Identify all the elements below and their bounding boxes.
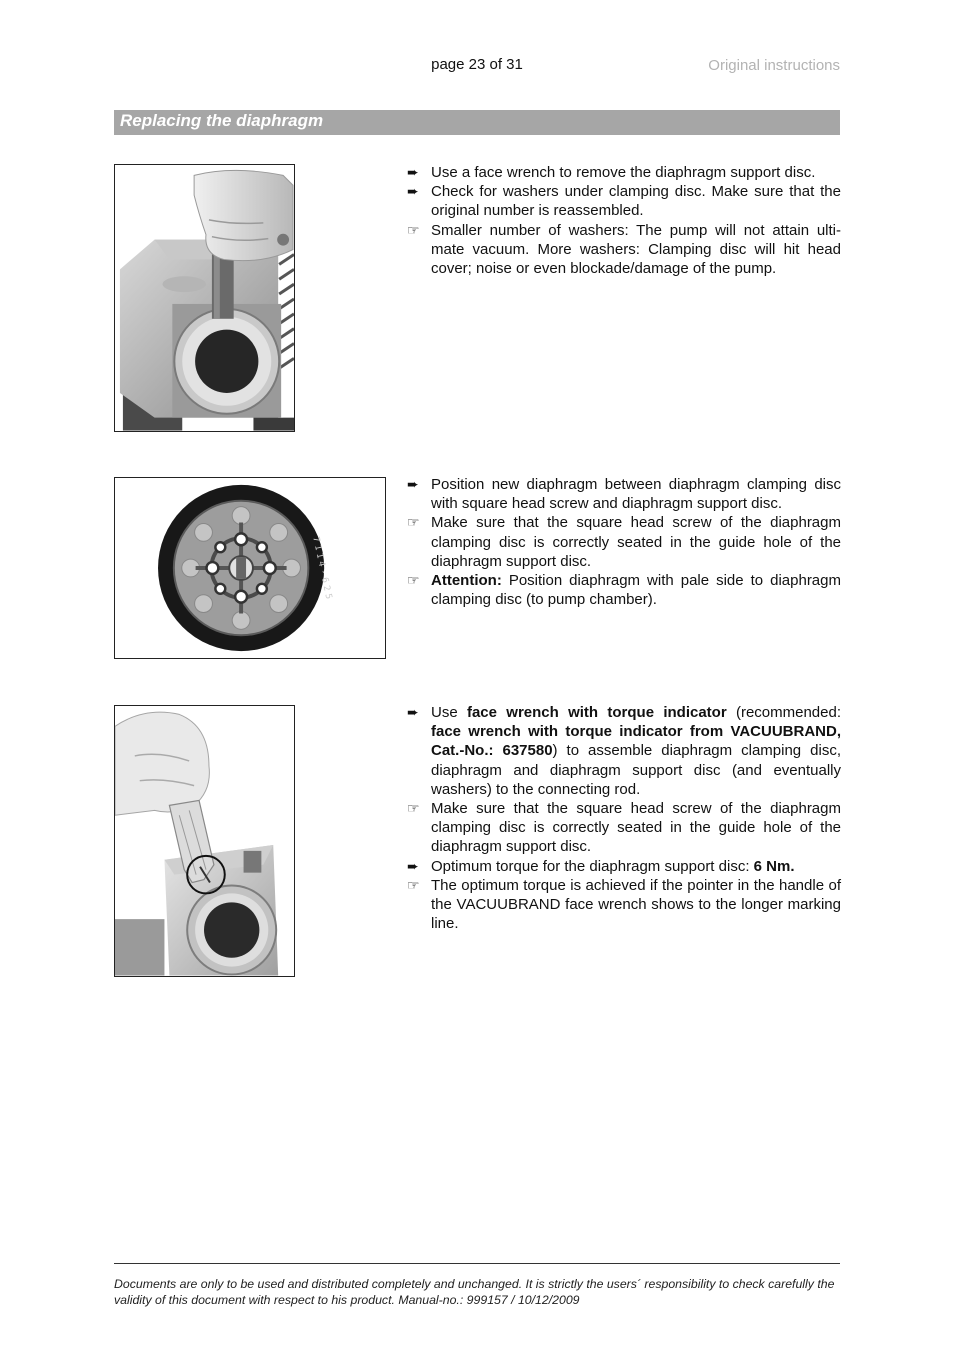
arrow-icon: ➨	[407, 164, 419, 180]
note-text: The optimum torque is achieved if the pointer in the handle of the VACUUBRAND face wrench shows to the longer marking line.	[431, 876, 841, 933]
step-text-bold: face wrench with torque indicator from VACUUBRAND, Cat.-No.: 637580	[431, 723, 841, 760]
note-text: Make sure that the square head screw of the diaphragm clamping disc is correctly seated in the guide hole of the diaphragm support disc.	[431, 514, 841, 570]
torque-value: 6 Nm.	[753, 857, 795, 875]
page-number: page 23 of 31	[431, 56, 523, 73]
step-text: Use a face wrench to remove the diaphragm support disc.	[431, 164, 816, 181]
list-item	[407, 571, 841, 609]
note-text: Make sure that the square head screw of the diaphragm clamping disc is correctly seated in the guide hole of the diaphragm support disc.	[431, 800, 841, 856]
instruction-list-1	[407, 163, 841, 278]
attention-label: Attention:	[431, 572, 502, 590]
pointing-hand-icon: ☞	[407, 514, 420, 531]
photo-remove-support-disc	[114, 164, 295, 432]
step-text: Check for washers under clamping disc. Make sure that the original number is reassembled.	[431, 183, 841, 220]
list-item	[407, 221, 841, 279]
step-text: ) to assemble diaphragm clamping disc, diaphragm and diaphragm support disc (and eventually washers) to the connecting rod.	[431, 742, 841, 798]
document-type-label: Original instructions	[708, 57, 840, 74]
pointing-hand-icon: ☞	[407, 572, 420, 589]
list-item	[407, 799, 841, 857]
disc-part-number: 7114-625	[310, 535, 334, 604]
step-text: Optimum torque for the diaphragm support disc:	[431, 857, 754, 875]
section-title: Replacing the diaphragm	[120, 111, 324, 130]
list-item	[407, 163, 841, 182]
list-item	[407, 182, 841, 220]
arrow-icon: ➨	[407, 476, 419, 492]
step-text-bold: face wrench with torque indicator	[466, 704, 727, 721]
instruction-list-3	[407, 703, 841, 933]
arrow-icon: ➨	[407, 183, 419, 200]
arrow-icon: ➨	[407, 704, 419, 720]
step-text: (recommended:	[726, 704, 842, 721]
section-heading-bar	[114, 110, 840, 135]
list-item	[407, 876, 841, 934]
list-item	[407, 857, 841, 876]
step-text: Position new diaphragm between diaphragm clamping disc with square head screw and diaphragm support disc.	[431, 476, 841, 513]
wrench-removal-illustration	[115, 165, 294, 431]
pointing-hand-icon: ☞	[407, 221, 420, 238]
list-item	[407, 703, 841, 799]
note-text: Position diaphragm with pale side to diaphragm clamping disc (to pump chamber).	[431, 572, 841, 609]
footer-divider	[114, 1263, 840, 1264]
pointing-hand-icon: ☞	[407, 800, 420, 817]
torque-wrench-illustration	[115, 706, 294, 976]
note-text: Smaller number of washers: The pump will not attain ulti-mate vacuum. More washers: Clamping disc will hit head cover; noise or even blockade/damage of the pump.	[431, 221, 841, 278]
arrow-icon: ➨	[407, 857, 419, 874]
list-item	[407, 475, 841, 513]
photo-diaphragm-disc	[114, 477, 386, 659]
diaphragm-disc-illustration	[115, 478, 385, 658]
footer-disclaimer: Documents are only to be used and distributed completely and unchanged. It is strictly the users´ responsibility to check carefully the validity of this document with respect to his product. Manual-no.: 999157 / 10/12/2009	[114, 1277, 835, 1307]
pointing-hand-icon: ☞	[407, 876, 420, 893]
list-item	[407, 513, 841, 571]
photo-torque-wrench-assembly	[114, 705, 295, 977]
instruction-list-2	[407, 475, 841, 609]
step-text: Use	[431, 704, 467, 721]
